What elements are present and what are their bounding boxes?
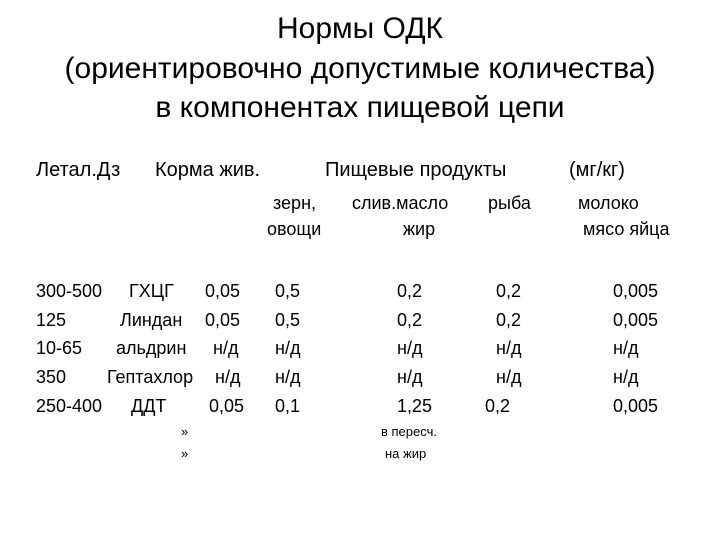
note-recalc: в пересч. (381, 424, 437, 439)
subheader-fat: жир (403, 219, 436, 239)
header-animal-feed: Корма жив. (155, 159, 261, 181)
subheader-fish: рыба (488, 193, 531, 213)
row-1-milk: 0,005 (613, 281, 659, 301)
row-3-dose: 10-65 (36, 338, 83, 358)
row-1-grain: 0,5 (275, 281, 301, 301)
row-2-fish: 0,2 (496, 310, 522, 330)
subheader-vegetables: овощи (267, 219, 322, 239)
row-3-feed: н/д (213, 338, 239, 358)
row-2-feed: 0,05 (205, 310, 241, 330)
row-3-substance: альдрин (116, 338, 187, 358)
row-5-dose: 250-400 (36, 396, 103, 416)
row-5-grain: 0,1 (275, 396, 301, 416)
row-2-substance: Линдан (120, 310, 183, 330)
row-4-milk: н/д (613, 367, 639, 387)
row-5-feed: 0,05 (209, 396, 245, 416)
row-4-substance: Гептахлор (107, 367, 194, 387)
row-4-grain: н/д (275, 367, 301, 387)
row-1-fish: 0,2 (496, 281, 522, 301)
title-line-2: (ориентировочно допустимые количества) (64, 52, 656, 85)
ditto-mark-2: » (181, 446, 189, 461)
row-4-fish: н/д (496, 367, 522, 387)
subheader-butter: слив.масло (352, 193, 449, 213)
row-4-dose: 350 (36, 367, 67, 387)
row-2-grain: 0,5 (275, 310, 301, 330)
row-1-dose: 300-500 (36, 281, 103, 301)
subheader-grain: зерн, (273, 193, 317, 213)
title-line-1: Нормы ОДК (276, 12, 444, 45)
row-3-milk: н/д (613, 338, 639, 358)
note-per-fat: на жир (385, 446, 427, 461)
row-3-butter: н/д (397, 338, 423, 358)
row-3-grain: н/д (275, 338, 301, 358)
header-food-products: Пищевые продукты (325, 159, 507, 181)
subheader-milk: молоко (578, 193, 639, 213)
row-5-milk: 0,005 (613, 396, 659, 416)
subheader-meat-eggs: мясо яйца (583, 219, 670, 239)
ditto-mark-1: » (181, 424, 189, 439)
header-lethal-dose: Летал.Дз (36, 159, 121, 181)
row-5-fish: 0,2 (485, 396, 511, 416)
row-2-milk: 0,005 (613, 310, 659, 330)
row-1-substance: ГХЦГ (129, 281, 174, 301)
row-3-fish: н/д (496, 338, 522, 358)
row-4-feed: н/д (215, 367, 241, 387)
row-1-butter: 0,2 (397, 281, 423, 301)
title-line-3: в компонентах пищевой цепи (155, 91, 565, 124)
row-2-butter: 0,2 (397, 310, 423, 330)
row-2-dose: 125 (36, 310, 67, 330)
row-5-butter: 1,25 (397, 396, 433, 416)
row-4-butter: н/д (397, 367, 423, 387)
row-5-substance: ДДТ (131, 396, 167, 416)
row-1-feed: 0,05 (205, 281, 241, 301)
header-units: (мг/кг) (569, 159, 625, 181)
